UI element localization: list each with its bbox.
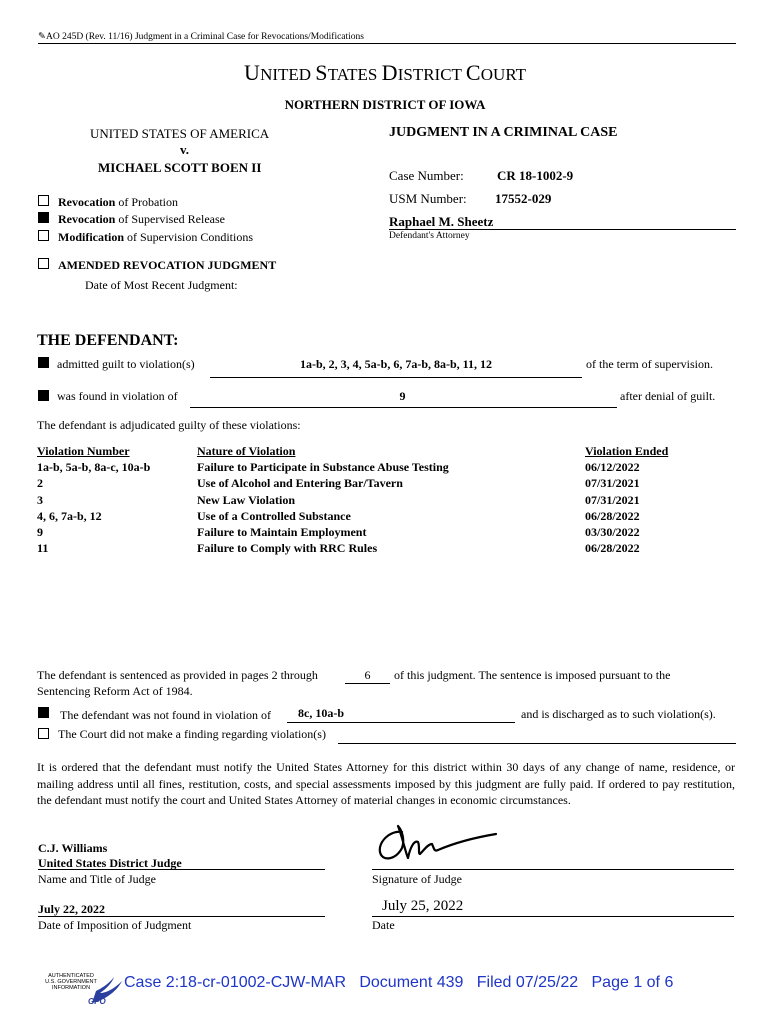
header-rule [38,43,736,44]
court-title: UNITED STATES DISTRICT COURT [243,60,527,85]
violations-table [37,444,668,557]
table-header-row [37,444,668,460]
option-label: Revocation of Supervised Release [58,212,225,226]
modification-checkbox[interactable] [38,230,49,241]
not-found-checkbox[interactable] [38,707,49,718]
attorney-label: Defendant's Attorney [389,231,470,241]
revocation-probation-checkbox[interactable] [38,195,49,206]
recent-judgment-date-label: Date of Most Recent Judgment: [85,278,238,292]
option-label: Revocation of Probation [58,195,178,209]
court-footer [124,974,673,992]
sentence-line-1b: of this judgment. The sentence is imposed pursuant to the [394,668,671,682]
col-violation-number: Violation Number [37,444,130,458]
date-rule [372,916,734,917]
judge-signature-image [372,818,502,868]
table-row: 1a-b, 5a-b, 8a-c, 10a-b Failure to Participate in Substance Abuse Testing 06/12/2022 [37,460,640,475]
admitted-label: admitted guilt to violation(s) [57,357,195,371]
not-found-label: The defendant was not found in violation of [60,708,271,722]
district-name: NORTHERN DISTRICT OF IOWA [284,97,486,112]
col-ended: Violation Ended [585,444,669,458]
not-found-suffix: and is discharged as to such violation(s). [521,707,716,721]
gpo-authenticated-logo: AUTHENTICATED U.S. GOVERNMENT INFORMATION GPO [42,973,122,1011]
no-finding-label: The Court did not make a finding regarding violation(s) [58,727,326,741]
signature-label: Signature of Judge [372,872,462,886]
footer-page: Page 1 of 6 [591,974,674,991]
admitted-violations: 1a-b, 2, 3, 4, 5a-b, 6, 7a-b, 8a-b, 11, 12 [299,357,493,371]
no-finding-rule [338,743,736,744]
amended-label: AMENDED REVOCATION JUDGMENT [58,258,277,272]
found-checkbox[interactable] [38,390,49,401]
table-row: 11 Failure to Comply with RRC Rules 06/28/2022 [37,541,640,556]
name-title-rule [38,869,325,870]
table-row: 4, 6, 7a-b, 12 Use of a Controlled Substance 06/28/2022 [37,508,640,523]
pencil-icon: ✎ [38,32,46,42]
sentence-line-1a: The defendant is sentenced as provided in pages 2 through [37,668,318,682]
versus: v. [180,142,190,157]
no-finding-checkbox[interactable] [38,728,49,739]
footer-case: Case 2:18-cr-01002-CJW-MAR [124,974,346,991]
signature-rule [372,869,734,870]
found-rule [190,407,617,408]
found-suffix: after denial of guilt. [620,389,716,403]
table-row: 3 New Law Violation 07/31/2021 [37,492,640,507]
case-number-label: Case Number: [389,168,464,183]
revocation-supervised-release-checkbox[interactable] [38,212,49,223]
sentence-line-2: Sentencing Reform Act of 1984. [37,684,193,698]
judge-name: C.J. Williams [38,841,108,855]
amended-judgment-checkbox[interactable] [38,258,49,269]
imposition-rule [38,916,325,917]
not-found-rule [287,722,515,723]
defendant-heading: THE DEFENDANT: [37,332,179,349]
imposition-date: July 22, 2022 [38,902,106,916]
option-label: Modification of Supervision Conditions [58,230,254,244]
signed-date: July 25, 2022 [382,898,464,914]
imposition-label: Date of Imposition of Judgment [38,918,192,932]
plaintiff: UNITED STATES OF AMERICA [90,126,270,141]
judge-title: United States District Judge [38,856,182,870]
usm-label: USM Number: [389,191,467,206]
pages-rule [345,683,390,684]
not-found-violations: 8c, 10a-b [298,706,344,720]
adjudicated-text: The defendant is adjudicated guilty of these violations: [37,418,301,432]
form-header: ✎AO 245D (Rev. 11/16) Judgment in a Criminal Case for Revocations/Modifications [38,32,364,42]
admitted-checkbox[interactable] [38,357,49,368]
admitted-rule [210,377,582,378]
footer-document: Document 439 [359,974,464,991]
defendant-name: MICHAEL SCOTT BOEN II [98,160,262,175]
table-row: 2 Use of Alcohol and Entering Bar/Tavern 07/31/2021 [37,476,640,491]
found-label: was found in violation of [57,389,178,403]
judgment-title: JUDGMENT IN A CRIMINAL CASE [389,125,618,140]
usm-number: 17552-029 [495,191,552,206]
col-nature: Nature of Violation [197,444,296,458]
admitted-suffix: of the term of supervision. [586,357,713,371]
total-pages: 6 [364,668,371,682]
found-violations: 9 [399,389,406,403]
date-label: Date [372,918,395,932]
name-title-label: Name and Title of Judge [38,872,156,886]
attorney-name: Raphael M. Sheetz [389,214,494,229]
attorney-rule [389,229,736,230]
footer-filed: Filed 07/25/22 [476,974,579,991]
order-paragraph: It is ordered that the defendant must notify the United States Attorney for this district within 30 days of any change of name, residence, or mailing address until all fines, restitution, costs, and special assessments imposed by this judgment are fully paid. If ordered to pay restitution, the defendant must notify the court and United States Attorney of material changes in economic circumstances. [37,760,735,807]
case-number: CR 18-1002-9 [497,168,574,183]
table-row: 9 Failure to Maintain Employment 03/30/2022 [37,524,640,539]
